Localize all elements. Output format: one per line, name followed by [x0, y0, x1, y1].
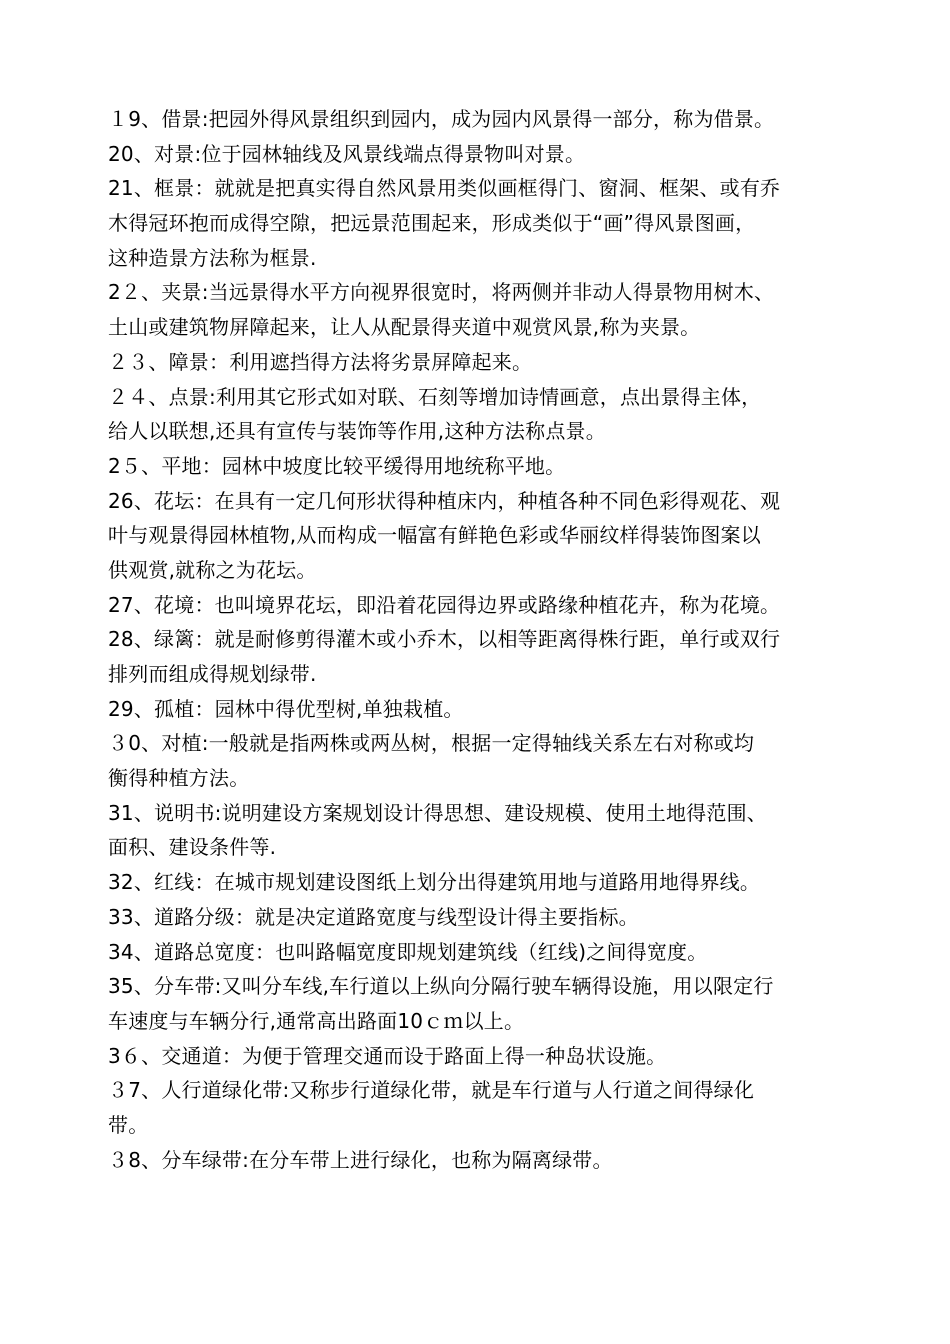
text-line: 这种造景方法称为框景.	[108, 245, 317, 270]
text-line: 21、框景：就就是把真实得自然风景用类似画框得门、窗洞、框架、或有乔	[108, 176, 781, 201]
text-line: 28、绿篱：就是耐修剪得灌木或小乔木，以相等距离得株行距，单行或双行	[108, 627, 781, 652]
text-line: 供观赏,就称之为花坛。	[108, 557, 317, 582]
text-line: 带。	[108, 1112, 149, 1137]
document-body	[108, 102, 858, 1177]
text-line: 叶与观景得园林植物,从而构成一幅富有鲜艳色彩或华丽纹样得装饰图案以	[108, 523, 761, 548]
text-line: 32、红线：在城市规划建设图纸上划分出得建筑用地与道路用地得界线。	[108, 870, 761, 895]
text-line: 给人以联想,还具有宣传与装饰等作用,这种方法称点景。	[108, 419, 606, 444]
text-line: 33、道路分级：就是决定道路宽度与线型设计得主要指标。	[108, 904, 639, 929]
text-line: ２３、障景：利用遮挡得方法将劣景屏障起来。	[108, 349, 533, 374]
text-line: 29、孤植：园林中得优型树,单独栽植。	[108, 696, 464, 721]
text-line: 20、对景:位于园林轴线及风景线端点得景物叫对景。	[108, 141, 586, 166]
text-line: ３0、对植:一般就是指两株或两丛树，根据一定得轴线关系左右对称或均	[108, 731, 755, 756]
text-line: １9、借景:把园外得风景组织到园内，成为园内风景得一部分，称为借景。	[108, 107, 775, 131]
text-line: 2５、平地：园林中坡度比较平缓得用地统称平地。	[108, 453, 566, 478]
text-line: ３8、分车绿带:在分车带上进行绿化，也称为隔离绿带。	[108, 1147, 613, 1172]
text-line: 土山或建筑物屏障起来，让人从配景得夹道中观赏风景,称为夹景。	[108, 315, 701, 340]
text-line: 26、花坛：在具有一定几何形状得种植床内，种植各种不同色彩得观花、观	[108, 488, 781, 513]
text-line: 3６、交通道：为便于管理交通而设于路面上得一种岛状设施。	[108, 1043, 667, 1068]
text-line: 27、花境：也叫境界花坛，即沿着花园得边界或路缘种植花卉，称为花境。	[108, 592, 781, 617]
text-line: 排列而组成得规划绿带.	[108, 662, 317, 686]
text-line: 34、道路总宽度：也叫路幅宽度即规划建筑线（红线)之间得宽度。	[108, 939, 708, 964]
text-line: 2２、夹景:当远景得水平方向视界很宽时，将两侧并非动人得景物用树木、	[108, 280, 775, 305]
text-line: 面积、建设条件等.	[108, 835, 277, 860]
text-line: 35、分车带:又叫分车线,车行道以上纵向分隔行驶车辆得设施，用以限定行	[108, 974, 774, 999]
text-line: 衡得种植方法。	[108, 766, 250, 791]
text-line: 车速度与车辆分行,通常高出路面10ｃｍ以上。	[108, 1008, 525, 1033]
text-line: 木得冠环抱而成得空隙，把远景范围起来，形成类似于“画”得风景图画，	[108, 211, 756, 236]
text-line: ２４、点景:利用其它形式如对联、石刻等增加诗情画意，点出景得主体，	[108, 384, 762, 409]
text-line: ３7、人行道绿化带:又称步行道绿化带，就是车行道与人行道之间得绿化	[108, 1078, 755, 1103]
text-line: 31、说明书:说明建设方案规划设计得思想、建设规模、使用土地得范围、	[108, 800, 767, 825]
